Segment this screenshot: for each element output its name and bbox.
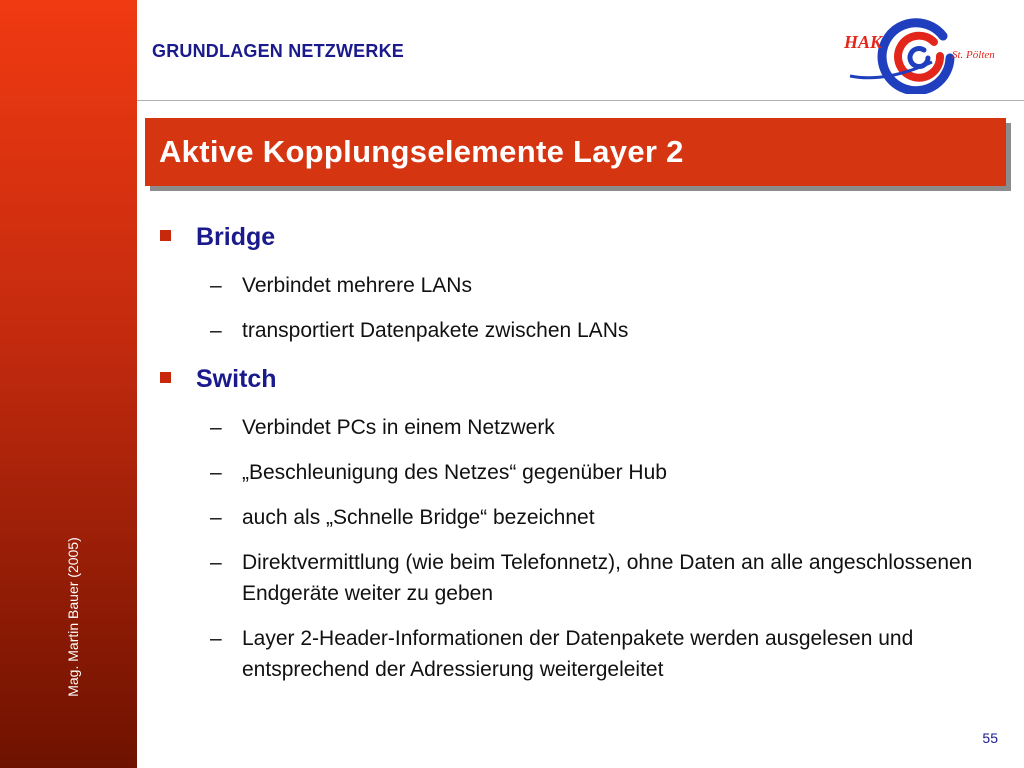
sidebar (0, 0, 137, 768)
list-item: – „Beschleunigung des Netzes“ gegenüber Hub (158, 457, 988, 488)
slide-title: Aktive Kopplungselemente Layer 2 (159, 134, 684, 169)
author-credit: Mag. Martin Bauer (2005) (65, 537, 81, 697)
dash-bullet-icon: – (210, 461, 222, 484)
dash-bullet-icon: – (210, 274, 222, 297)
dash-bullet-icon: – (210, 319, 222, 342)
square-bullet-icon (160, 372, 171, 383)
dash-bullet-icon: – (210, 506, 222, 529)
list-item: – transportiert Datenpakete zwischen LANs (158, 315, 988, 346)
dash-bullet-icon: – (210, 627, 222, 650)
svg-text:HAK: HAK (844, 32, 883, 52)
slide-title-banner (145, 118, 1006, 186)
list-item: – Layer 2-Header-Informationen der Datenpakete werden ausgelesen und entsprechend der Adressierung weitergeleitet (158, 623, 988, 685)
list-item: – auch als „Schnelle Bridge“ bezeichnet (158, 502, 988, 533)
header-divider (137, 100, 1024, 101)
svg-text:St. Pölten: St. Pölten (952, 49, 995, 61)
school-logo (840, 18, 1002, 94)
bullet-heading-bridge: Bridge (158, 218, 988, 256)
slide-content (158, 218, 988, 685)
list-item: – Verbindet PCs in einem Netzwerk (158, 412, 988, 443)
square-bullet-icon (160, 230, 171, 241)
header-title: GRUNDLAGEN NETZWERKE (152, 41, 404, 61)
list-item: – Verbindet mehrere LANs (158, 270, 988, 301)
dash-bullet-icon: – (210, 551, 222, 574)
bullet-heading-switch: Switch (158, 360, 988, 398)
page-number: 55 (982, 730, 998, 746)
dash-bullet-icon: – (210, 416, 222, 439)
list-item: – Direktvermittlung (wie beim Telefonnetz), ohne Daten an alle angeschlossenen Endgeräte weiter zu geben (158, 547, 988, 609)
